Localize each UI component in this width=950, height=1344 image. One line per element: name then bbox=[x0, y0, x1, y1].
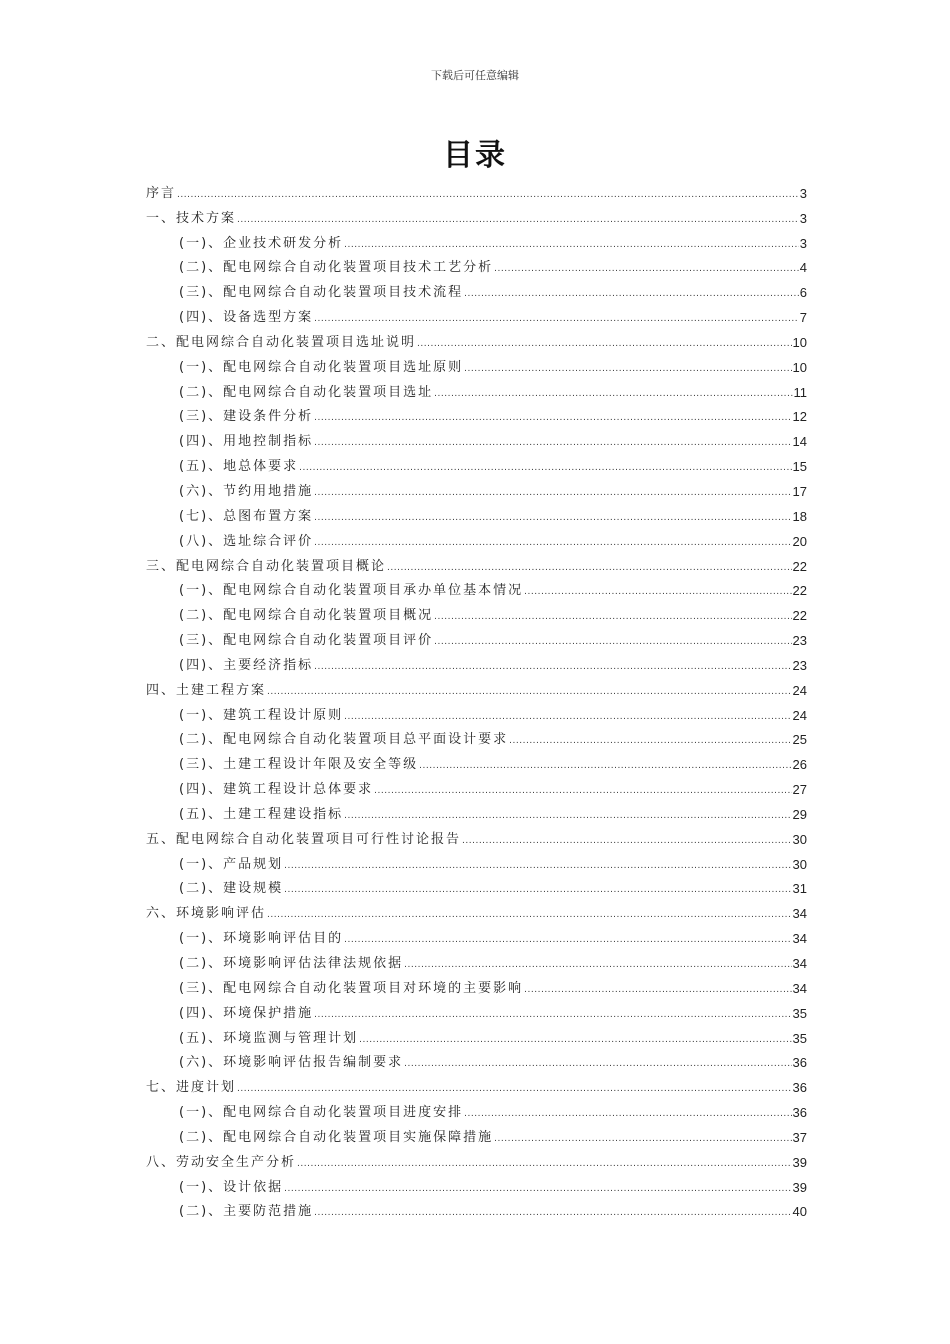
toc-dot-leader bbox=[314, 1011, 791, 1020]
toc-entry[interactable] bbox=[146, 200, 807, 225]
page-title: 目录 bbox=[443, 138, 507, 173]
toc-entry[interactable] bbox=[146, 1020, 807, 1045]
toc-page-number: 6 bbox=[799, 285, 807, 301]
toc-entry-title: (一)、设计依据 bbox=[179, 1179, 284, 1195]
toc-entry[interactable] bbox=[146, 573, 807, 598]
toc-entry[interactable] bbox=[146, 349, 807, 374]
toc-entry[interactable] bbox=[146, 771, 807, 796]
toc-entry-title: (二)、环境影响评估法律法规依据 bbox=[179, 956, 404, 971]
toc-entry-title: (四)、用地控制指标 bbox=[179, 434, 314, 450]
toc-dot-leader bbox=[314, 1209, 791, 1218]
toc-entry-title: 八、劳动安全生产分析 bbox=[146, 1154, 297, 1170]
toc-entry[interactable] bbox=[146, 796, 807, 821]
toc-dot-leader bbox=[344, 812, 791, 821]
toc-dot-leader bbox=[344, 713, 791, 722]
toc-entry[interactable] bbox=[146, 498, 807, 523]
toc-entry[interactable] bbox=[146, 597, 807, 622]
toc-entry-title: (二)、配电网综合自动化装置项目技术工艺分析 bbox=[179, 260, 494, 276]
toc-entry[interactable] bbox=[146, 299, 807, 324]
toc-page-number: 30 bbox=[792, 831, 807, 847]
toc-entry[interactable] bbox=[146, 250, 807, 275]
toc-entry[interactable] bbox=[146, 672, 807, 697]
toc-page-number: 23 bbox=[792, 657, 807, 673]
toc-entry-title: (三)、配电网综合自动化装置项目评价 bbox=[179, 633, 434, 649]
toc-dot-leader bbox=[314, 315, 799, 324]
toc-entry[interactable] bbox=[146, 995, 807, 1020]
toc-page-number: 10 bbox=[792, 359, 807, 375]
toc-entry[interactable] bbox=[146, 473, 807, 498]
toc-entry[interactable] bbox=[146, 746, 807, 771]
toc-entry-title: (二)、配电网综合自动化装置项目实施保障措施 bbox=[179, 1129, 494, 1145]
toc-entry[interactable] bbox=[146, 722, 807, 747]
toc-page-number: 34 bbox=[792, 906, 807, 922]
toc-dot-leader bbox=[237, 1085, 792, 1094]
toc-page-number: 3 bbox=[799, 210, 807, 226]
toc-page-number: 34 bbox=[792, 956, 807, 971]
toc-entry-title: (二)、建设规模 bbox=[179, 881, 284, 897]
toc-entry[interactable] bbox=[146, 821, 807, 846]
toc-page-number: 36 bbox=[792, 1105, 807, 1121]
toc-entry-title: (一)、配电网综合自动化装置项目承办单位基本情况 bbox=[179, 583, 524, 599]
toc-dot-leader bbox=[374, 787, 791, 796]
toc-entry[interactable] bbox=[146, 647, 807, 672]
toc-entry[interactable] bbox=[146, 1144, 807, 1169]
toc-entry-title: (一)、环境影响评估目的 bbox=[179, 931, 344, 947]
toc-entry-title: (七)、总图布置方案 bbox=[179, 508, 314, 524]
toc-page-number: 7 bbox=[799, 310, 807, 326]
toc-dot-leader bbox=[299, 464, 791, 473]
toc-entry[interactable] bbox=[146, 1169, 807, 1194]
toc-page-number: 3 bbox=[799, 235, 807, 251]
toc-page-number: 36 bbox=[792, 1055, 807, 1071]
toc-page-number: 29 bbox=[792, 806, 807, 822]
toc-dot-leader bbox=[344, 241, 799, 250]
toc-dot-leader bbox=[524, 588, 791, 597]
toc-dot-leader bbox=[314, 439, 791, 448]
toc-dot-leader bbox=[462, 837, 792, 846]
header-note: 下载后可任意编辑 bbox=[431, 69, 519, 82]
toc-dot-leader bbox=[284, 886, 791, 895]
toc-entry[interactable] bbox=[146, 871, 807, 896]
toc-entry-title: (一)、产品规划 bbox=[179, 856, 284, 872]
toc-dot-leader bbox=[524, 986, 791, 995]
toc-page-number: 27 bbox=[792, 782, 807, 798]
toc-entry[interactable] bbox=[146, 225, 807, 250]
toc-dot-leader bbox=[404, 961, 791, 970]
toc-page-number: 35 bbox=[792, 1030, 807, 1046]
toc-page-number: 11 bbox=[793, 384, 807, 400]
toc-dot-leader bbox=[494, 1135, 791, 1144]
toc-entry[interactable] bbox=[146, 1119, 807, 1144]
toc-entry[interactable] bbox=[146, 274, 807, 299]
toc-entry-title: (二)、配电网综合自动化装置项目概况 bbox=[179, 608, 434, 624]
toc-page-number: 22 bbox=[792, 583, 807, 599]
toc-entry[interactable] bbox=[146, 945, 807, 970]
toc-dot-leader bbox=[417, 340, 792, 349]
toc-dot-leader bbox=[177, 191, 799, 200]
toc-entry-title: (五)、环境监测与管理计划 bbox=[179, 1030, 359, 1046]
toc-entry[interactable] bbox=[146, 697, 807, 722]
toc-entry-title: 序言 bbox=[146, 185, 177, 201]
toc-dot-leader bbox=[267, 911, 792, 920]
toc-dot-leader bbox=[419, 762, 791, 771]
toc-page-number: 25 bbox=[792, 732, 807, 748]
toc-page-number: 36 bbox=[792, 1080, 807, 1096]
toc-page-number: 4 bbox=[799, 260, 807, 276]
toc-entry-title: (一)、建筑工程设计原则 bbox=[179, 707, 344, 723]
toc-dot-leader bbox=[387, 564, 792, 573]
toc-dot-leader bbox=[314, 514, 791, 523]
toc-entry-title: 六、环境影响评估 bbox=[146, 906, 267, 922]
toc-dot-leader bbox=[284, 1185, 791, 1194]
toc-entry[interactable] bbox=[146, 423, 807, 448]
toc-entry-title: (一)、企业技术研发分析 bbox=[179, 235, 344, 251]
toc-entry[interactable] bbox=[146, 523, 807, 548]
toc-entry-title: (一)、配电网综合自动化装置项目选址原则 bbox=[179, 359, 464, 375]
toc-page-number: 39 bbox=[792, 1179, 807, 1195]
toc-entry-title: (四)、环境保护措施 bbox=[179, 1005, 314, 1021]
toc-entry-title: (四)、设备选型方案 bbox=[179, 310, 314, 326]
toc-dot-leader bbox=[267, 688, 792, 697]
toc-entry[interactable] bbox=[146, 895, 807, 920]
toc-page-number: 26 bbox=[792, 757, 807, 773]
toc-page-number: 22 bbox=[792, 608, 807, 624]
toc-dot-leader bbox=[404, 1060, 791, 1069]
toc-entry[interactable] bbox=[146, 622, 807, 647]
toc-page-number: 34 bbox=[792, 931, 807, 947]
toc-entry-title: (二)、配电网综合自动化装置项目总平面设计要求 bbox=[179, 732, 509, 748]
toc-page-number: 10 bbox=[792, 334, 807, 350]
toc-page-number: 24 bbox=[792, 682, 807, 698]
toc-dot-leader bbox=[344, 936, 791, 945]
toc-entry-title: 三、配电网综合自动化装置项目概论 bbox=[146, 558, 387, 574]
toc-page-number: 24 bbox=[792, 707, 807, 723]
toc-page-number: 15 bbox=[792, 459, 807, 475]
toc-page-number: 37 bbox=[792, 1129, 807, 1145]
toc-page-number: 12 bbox=[792, 409, 807, 425]
table-of-contents bbox=[146, 175, 807, 1218]
toc-page-number: 31 bbox=[792, 881, 807, 897]
toc-page-number: 40 bbox=[792, 1204, 807, 1220]
toc-dot-leader bbox=[314, 414, 791, 423]
toc-entry-title: (三)、配电网综合自动化装置项目技术流程 bbox=[179, 285, 464, 301]
toc-entry[interactable] bbox=[146, 374, 807, 399]
toc-entry[interactable] bbox=[146, 920, 807, 945]
toc-entry-title: (四)、建筑工程设计总体要求 bbox=[179, 782, 374, 798]
toc-dot-leader bbox=[434, 638, 791, 647]
toc-entry[interactable] bbox=[146, 399, 807, 424]
toc-dot-leader bbox=[314, 489, 791, 498]
toc-entry-title: (四)、主要经济指标 bbox=[179, 657, 314, 673]
toc-entry-title: (五)、地总体要求 bbox=[179, 459, 299, 475]
toc-entry-title: (三)、配电网综合自动化装置项目对环境的主要影响 bbox=[179, 980, 524, 996]
toc-dot-leader bbox=[359, 1036, 791, 1045]
toc-dot-leader bbox=[494, 265, 799, 274]
toc-entry-title: (三)、土建工程设计年限及安全等级 bbox=[179, 757, 419, 773]
toc-entry[interactable] bbox=[146, 175, 807, 200]
toc-dot-leader bbox=[297, 1160, 792, 1169]
toc-entry-title: 二、配电网综合自动化装置项目选址说明 bbox=[146, 334, 417, 350]
toc-dot-leader bbox=[434, 390, 792, 399]
toc-entry-title: 七、进度计划 bbox=[146, 1080, 237, 1096]
toc-dot-leader bbox=[284, 862, 791, 871]
toc-entry[interactable] bbox=[146, 846, 807, 871]
toc-entry[interactable] bbox=[146, 1194, 807, 1219]
toc-entry-title: (二)、主要防范措施 bbox=[179, 1204, 314, 1220]
toc-page-number: 34 bbox=[792, 980, 807, 996]
toc-entry-title: (八)、选址综合评价 bbox=[179, 533, 314, 549]
toc-page-number: 23 bbox=[792, 633, 807, 649]
toc-dot-leader bbox=[314, 663, 791, 672]
toc-page-number: 35 bbox=[792, 1005, 807, 1021]
toc-entry[interactable] bbox=[146, 970, 807, 995]
toc-entry[interactable] bbox=[146, 1094, 807, 1119]
toc-entry[interactable] bbox=[146, 548, 807, 573]
toc-entry[interactable] bbox=[146, 448, 807, 473]
toc-entry-title: 一、技术方案 bbox=[146, 210, 237, 226]
toc-entry-title: (六)、节约用地措施 bbox=[179, 483, 314, 499]
toc-page-number: 30 bbox=[792, 856, 807, 872]
toc-dot-leader bbox=[237, 216, 799, 225]
toc-page-number: 14 bbox=[792, 434, 807, 450]
toc-page-number: 22 bbox=[792, 558, 807, 574]
toc-page-number: 20 bbox=[792, 533, 807, 549]
toc-entry-title: (三)、建设条件分析 bbox=[179, 409, 314, 425]
toc-dot-leader bbox=[464, 365, 791, 374]
toc-entry-title: 五、配电网综合自动化装置项目可行性讨论报告 bbox=[146, 831, 462, 847]
toc-page-number: 39 bbox=[792, 1154, 807, 1170]
toc-entry[interactable] bbox=[146, 324, 807, 349]
toc-page-number: 3 bbox=[799, 185, 807, 201]
toc-entry-title: (二)、配电网综合自动化装置项目选址 bbox=[179, 384, 434, 400]
toc-dot-leader bbox=[464, 1110, 791, 1119]
toc-entry[interactable] bbox=[146, 1069, 807, 1094]
toc-entry[interactable] bbox=[146, 1045, 807, 1070]
toc-dot-leader bbox=[434, 613, 791, 622]
toc-entry-title: (一)、配电网综合自动化装置项目进度安排 bbox=[179, 1105, 464, 1121]
toc-page-number: 17 bbox=[792, 483, 807, 499]
toc-dot-leader bbox=[314, 539, 791, 548]
toc-dot-leader bbox=[464, 290, 799, 299]
toc-entry-title: (六)、环境影响评估报告编制要求 bbox=[179, 1055, 404, 1071]
toc-dot-leader bbox=[509, 737, 791, 746]
toc-page-number: 18 bbox=[792, 508, 807, 524]
toc-entry-title: 四、土建工程方案 bbox=[146, 682, 267, 698]
toc-entry-title: (五)、土建工程建设指标 bbox=[179, 806, 344, 822]
